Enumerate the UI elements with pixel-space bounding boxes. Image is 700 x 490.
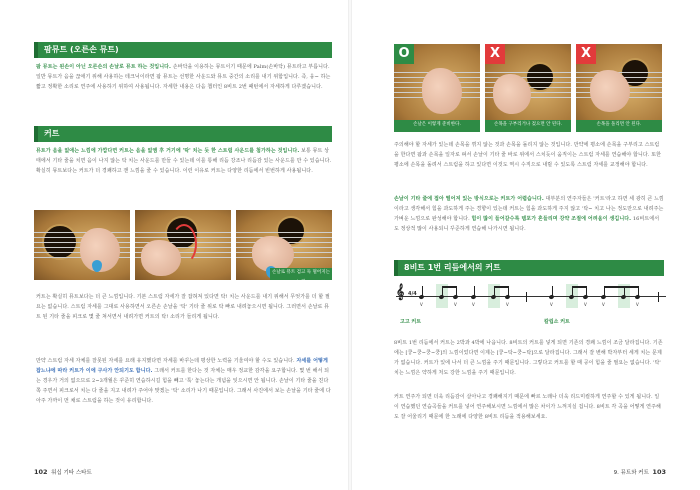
left-page xyxy=(0,0,348,490)
wrong-mark-x-1: X xyxy=(485,44,505,64)
rhythm-staff xyxy=(396,282,666,332)
stroke-mark: V xyxy=(472,302,475,307)
wrong-mark-x-2: X xyxy=(576,44,596,64)
cut-practice-paragraph: 커트 연주가 되면 더욱 리듬감이 살아나고 경쾌해지기 때문에 빠르 노래나 더욱 리드미컬하게 연주할 수 있게 됩니다. 일이 연습했던 연습곡들을 커트를 넣어 연주해보시면 느낌에서 많은 차이가 느껴지실 겁니다. 8비트 각 곡을 어떻게 연주해도 잘 어울리기 때문에 한 노래에 다양한 8비트 리듬을 적용해보세요. xyxy=(394,394,661,420)
cut-technique-paragraph: 커트는 확실히 뮤트보다는 더 큰 느낌입니다. 기본 스트럼 자세가 잘 잡혀져 있다면 탁! 치는 사운드를 내기 위해서 무엇가를 더 할 필요는 없습니다. 스트럼 자세를 그대로 사용하면서 오른손 손날을 '탁' 기타 줄 위로 탁 빠로 내려놓으시면 됩니다. 그러면서 손날로 뮤트 된 기타 줄을 피크로 몇 줄 쳐서면서 내려가면 커트의 탁! 소리가 들리게 됩니다. xyxy=(36,294,330,320)
8beat-cut-paragraph: 8비트 1번 리듬에서 커트는 2박과 4박에 나옵니다. 8비트의 커트를 넣게 되면 기존의 경쾌 느낌이 조금 달라집니다. 기존에는 [쿵~쿵~쿵~쿵]의 느낌이었다면 이제는 [쿵~탁~쿵~탁]으로 달라집니다. 그래서 잘 변해 박자부터 세게 치는 문제가 없습니다. 커트가 있에 나서 더 큰 느낌을 주기 때문입니다. 그렇다고 커트를 할 때 공이 힘을 줄 필요는 없습니다. '탁' 치는 느낌은 약하게 처도 강한 느낌을 주기 때문입니다. xyxy=(394,340,663,376)
caption-correct: 손날은 이렇게 준비한다. xyxy=(394,120,480,132)
stroke-mark: V xyxy=(602,302,605,307)
cut-force-highlight-2: 힘이 많이 들어갈수록 템포가 흔들리며 강약 조절에 어려움이 생깁니다. xyxy=(471,216,632,222)
caption-wrong-bent: 손목을 구부리거나 젖으면 안 된다. xyxy=(485,120,571,132)
stroke-mark: V xyxy=(636,302,639,307)
posture-intro: 만약 스트럼 자세 자체를 잘못된 자세를 요래 유지했다면 자세를 바꾸는데 평상한 노력을 기울여야 할 수도 있습니다. xyxy=(36,358,295,364)
right-folio xyxy=(614,468,666,476)
photo-correct-posture xyxy=(394,44,480,132)
gogo-cut-label: 고고 커트 xyxy=(400,319,422,325)
photo-caption-cut: 손날로 뮤트 검고 둑 떨어지는 느낌 xyxy=(270,268,332,280)
stroke-mark: V xyxy=(506,302,509,307)
posture-body: 그래서 커트를 한다는 것 자체는 매우 정교한 감각을 요구합니다. 몇 번 해서 되는 경우가 거의 없으므로 2~3개월은 꾸준히 연습하시길 힘을 빼고 '툭' 놓는다는 개념을 잊으시면 안 됩니다. 손날이 기타 줄을 친다 쪽 주면서 피크로서 치는 다 줄을 지고 내려가 주어야 맞겠는 '탁' 소리가 나기 때문입니다. 그래서 사진에서 보는 손날을 기타 줄에 다 아주 가까이 먼 채로 스트럼을 하는 것이 유리합니다. xyxy=(36,368,331,404)
section-title-8beat-cut: 8비트 1번 리듬에서의 커트 xyxy=(394,260,664,276)
section-title-palm-mute: 팜뮤트 (오른손 뮤트) xyxy=(34,42,332,58)
cut-force-closing: 16비트에서도 정상적 많이 사용되니 꾸준하게 연습해 나가시면 됩니다. xyxy=(394,216,660,232)
palm-mute-lead: 팜 뮤트는 왼손이 아닌 오른손의 손날로 뮤트 하는 것입니다. xyxy=(36,64,172,70)
cut-force-paragraph xyxy=(394,194,664,234)
cut-force-highlight-1: 손날이 기타 줄에 접아 떨어져 있는 방식으로는 커트가 어렵습니다. xyxy=(394,196,544,202)
caption-wrong-rotated: 손목을 돌리면 안 된다. xyxy=(576,120,662,132)
section-title-cut: 커트 xyxy=(34,126,332,142)
cut-force-body: 대부분의 연주자들은 '커트'라고 하면 세 광히 큰 느낌이라고 생각해서 힘을 과도하게 주는 경향이 있는데 커트는 힘을 과도하게 주지 않고 '탁~ 치고 나는 정도만으로 내려주는 가벼운 느낌으로 완성해야 합니다. xyxy=(394,196,664,222)
stroke-mark: V xyxy=(420,302,423,307)
cut-paragraph xyxy=(36,146,332,176)
cut-lead: 뮤트가 음을 없애는 느낌에 가깝다면 커트는 음을 없앰 후 거기에 '탁' 치는 듯 한 스트럼 사운드를 첨가하는 것입니다. xyxy=(36,148,300,154)
right-page-number: 103 xyxy=(652,468,666,476)
photo-cut-step-1 xyxy=(34,210,130,280)
stroke-mark: V xyxy=(454,302,457,307)
right-page xyxy=(352,0,700,490)
left-folio xyxy=(34,468,92,476)
stroke-mark: V xyxy=(584,302,587,307)
right-running-title: 9. 뮤트와 커트 xyxy=(613,470,649,476)
photo-wrong-rotated-wrist xyxy=(576,44,662,132)
calypso-cut-label: 칼립소 커트 xyxy=(544,319,570,325)
cut-body: 보통 뮤트 상태에서 기타 줄을 치면 음이 나지 않는 탁 치는 사운드를 만들 수 있는데 이를 통해 리듬 강조나 리듬감 있는 사운드를 만 수 있습니다. 확실히 뮤트보다는 커트가 더 경쾌하고 잰 느낌을 줄 수 있습니다. 이런 이유로 커트는 다양한 리듬에서 빈번하게 사용됩니다. xyxy=(36,148,332,174)
palm-mute-paragraph xyxy=(36,62,332,92)
photo-wrong-bent-wrist xyxy=(485,44,571,132)
correct-mark-o: O xyxy=(394,44,414,64)
left-page-number: 102 xyxy=(34,468,48,476)
photo-cut-step-2 xyxy=(135,210,231,280)
treble-clef-icon: 𝄞 xyxy=(396,284,405,300)
photo-cut-step-3 xyxy=(236,210,332,285)
wrist-posture-paragraph: 주의해야 할 자세가 있는데 손목을 꺾지 않는 것과 손목을 돌리지 않는 것입니다. 만약에 평소에 손목을 구부리고 스트럼을 한다면 팜과 손목을 일자로 펴서 손날이 기타 줄 바로 위에서 스치듯이 움직이는 스트럼 자세를 연습해야 합니다. 또한 평소에 손목을 돌려서 스트럼을 하고 있다면 이것도 역시 수직으로 내릴 수 있도록 스트럼 자세를 교정해야 합니다. xyxy=(394,142,662,168)
palm-mute-body: 손바닥을 이용하는 뮤트이기 때문에 Palm(손바닥) 뮤트라고 부릅니다. 일반 뮤트가 음을 끊애기 위해 사용하는 테크닉이라면 팜 뮤트는 선명한 사운드와 뮤트 중간의 소리를 내기 위함입니다. 즉, 웅~ 하는 짧고 정확한 소리로 연주에 사용하기 위하여 사용됩니다. 자세한 내용은 다음 챕터인 8비트 2번 패턴에서 자세하게 다루겠습니다. xyxy=(36,64,331,90)
time-signature: 4/4 xyxy=(408,291,417,297)
posture-paragraph xyxy=(36,356,332,406)
left-running-title: 워십 기타 스타트 xyxy=(51,470,92,476)
stroke-mark: V xyxy=(550,302,553,307)
posture-highlight: 자세를 어떻게 잡느냐에 따라 커트가 이에 구사가 안되기도 합니다. xyxy=(36,358,328,374)
